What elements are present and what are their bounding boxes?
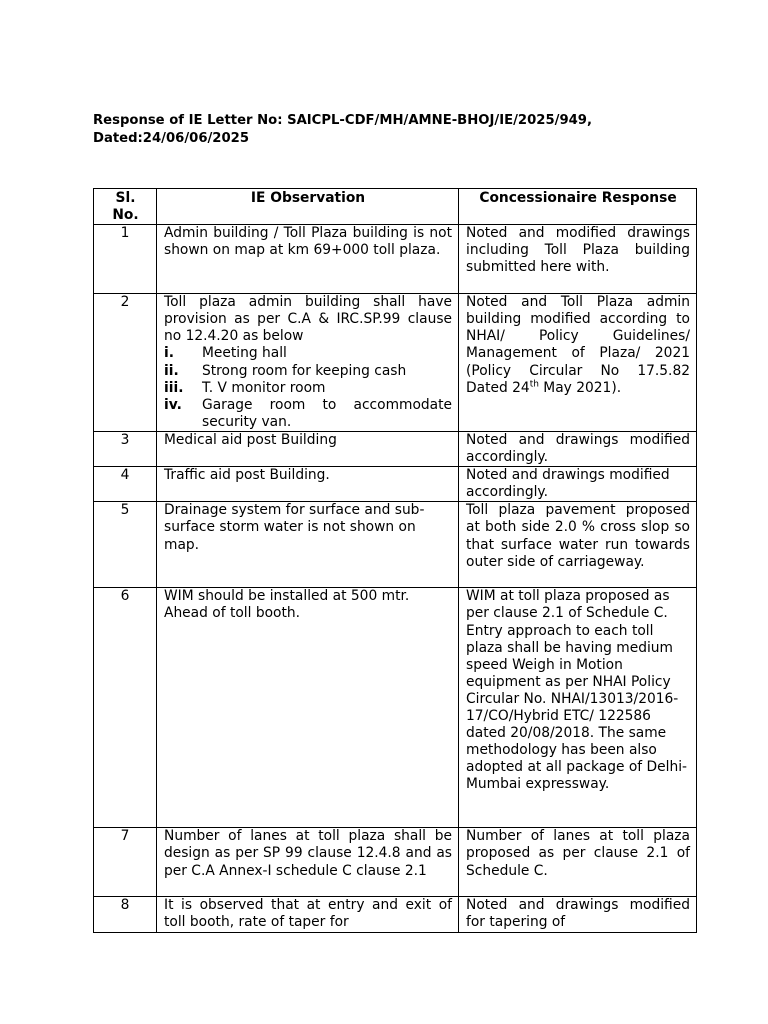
- table-row: [94, 828, 697, 897]
- row-observation: Admin building / Toll Plaza building is not shown on map at km 69+000 toll plaza.: [157, 225, 459, 294]
- header-ie-observation: IE Observation: [157, 189, 459, 225]
- row-sl-no: 6: [94, 588, 157, 828]
- row-observation: [157, 294, 459, 432]
- list-item-text: Meeting hall: [202, 345, 287, 362]
- list-item: [164, 380, 452, 397]
- response-paragraph-1: WIM at toll plaza proposed as per clause 2.1 of Schedule C.: [466, 588, 670, 622]
- row-sl-no: 2: [94, 294, 157, 432]
- row-observation: Medical aid post Building: [157, 431, 459, 466]
- row-response: Toll plaza pavement proposed at both side 2.0 % cross slop so that surface water run towards outer side of carriageway.: [459, 502, 697, 588]
- response-table: [93, 188, 697, 933]
- table-row: [94, 502, 697, 588]
- list-item-text: Garage room to accommodate security van.: [202, 396, 452, 430]
- heading-line-2: Dated:24/06/06/2025: [93, 131, 250, 146]
- response-text: Noted and Toll Plaza admin building modified according to NHAI/ Policy Guidelines/ Management of Plaza/ 2021 (Policy Circular No 17.5.82 Dated 24: [466, 294, 690, 396]
- row-response: Noted and drawings modified accordingly.: [459, 467, 697, 502]
- list-item-number: i.: [164, 345, 174, 362]
- row-response: [459, 588, 697, 828]
- list-item-number: iii.: [164, 379, 184, 396]
- row-observation: WIM should be installed at 500 mtr. Ahead of toll booth.: [157, 588, 459, 828]
- row-observation: Traffic aid post Building.: [157, 467, 459, 502]
- table-row: [94, 588, 697, 828]
- response-text-end: May 2021).: [538, 379, 622, 396]
- list-item-text: T. V monitor room: [202, 379, 326, 396]
- header-concessionaire-response: Concessionaire Response: [459, 189, 697, 225]
- row-sl-no: 1: [94, 225, 157, 294]
- row-sl-no: 7: [94, 828, 157, 897]
- header-sl-no: Sl. No.: [94, 189, 157, 225]
- row-response: Number of lanes at toll plaza proposed as per clause 2.1 of Schedule C.: [459, 828, 697, 897]
- table-row: [94, 431, 697, 466]
- table-row: [94, 467, 697, 502]
- row-sl-no: 8: [94, 897, 157, 932]
- list-item-number: ii.: [164, 362, 179, 379]
- row-sl-no: 4: [94, 467, 157, 502]
- row-response: [459, 294, 697, 432]
- letter-heading: [93, 112, 693, 148]
- row-observation: Number of lanes at toll plaza shall be design as per SP 99 clause 12.4.8 and as per C.A Annex-I schedule C clause 2.1: [157, 828, 459, 897]
- list-item-number: iv.: [164, 396, 182, 413]
- table-row: [94, 225, 697, 294]
- list-item: [164, 397, 452, 431]
- ordinal-suffix: th: [529, 379, 539, 390]
- table-row: [94, 897, 697, 932]
- row-response: Noted and drawings modified accordingly.: [459, 431, 697, 466]
- list-item: [164, 345, 452, 362]
- row-observation: It is observed that at entry and exit of toll booth, rate of taper for: [157, 897, 459, 932]
- list-item-text: Strong room for keeping cash: [202, 362, 407, 379]
- table-row: [94, 294, 697, 432]
- list-item: [164, 363, 452, 380]
- row-observation: Drainage system for surface and sub-surface storm water is not shown on map.: [157, 502, 459, 588]
- observation-text: Toll plaza admin building shall have provision as per C.A & IRC.SP.99 clause no 12.4.20 as below: [164, 294, 452, 345]
- table-header-row: [94, 189, 697, 225]
- row-response: Noted and drawings modified for tapering of: [459, 897, 697, 932]
- heading-line-1: Response of IE Letter No: SAICPL-CDF/MH/AMNE-BHOJ/IE/2025/949,: [93, 113, 592, 128]
- row-response: Noted and modified drawings including Toll Plaza building submitted here with.: [459, 225, 697, 294]
- row-sl-no: 5: [94, 502, 157, 588]
- response-paragraph-2: Entry approach to each toll plaza shall be having medium speed Weigh in Motion equipment as per NHAI Policy Circular No. NHAI/13013/2016-17/CO/Hybrid ETC/ 122586 dated 20/08/2018. The same methodology has been also adopted at all package of Delhi- Mumbai expressway.: [466, 622, 688, 793]
- row-sl-no: 3: [94, 431, 157, 466]
